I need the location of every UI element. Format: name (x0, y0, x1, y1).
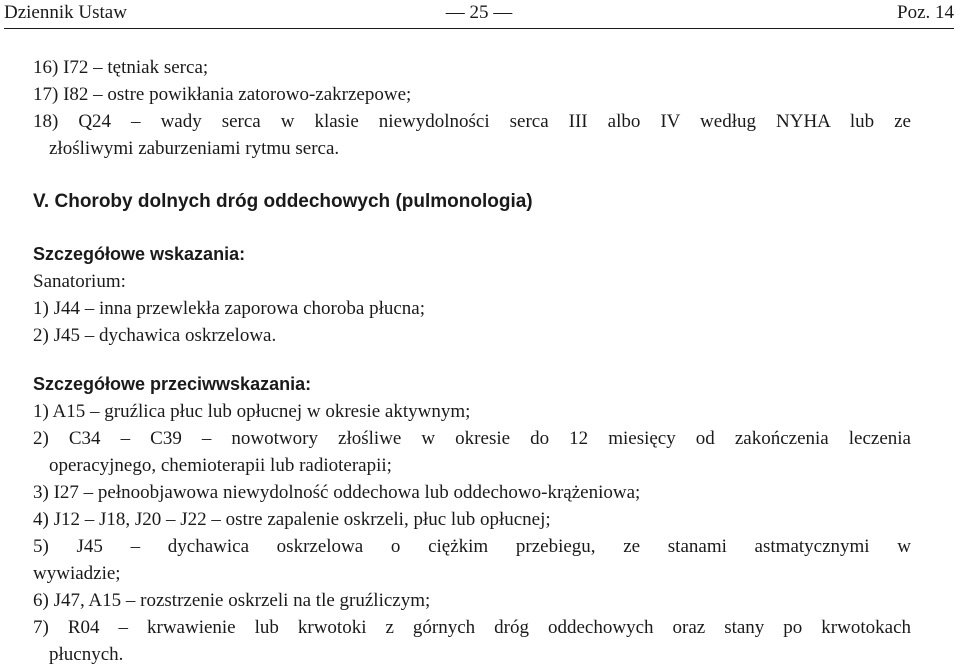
page-header (4, 0, 954, 29)
list-item: 6) J47, A15 – rozstrzenie oskrzeli na tle gruźliczym; (33, 590, 431, 611)
list-item: 3) I27 – pełnoobjawowa niewydolność oddechowa lub oddechowo-krążeniowa; (33, 482, 641, 503)
list-item-continuation: operacyjnego, chemioterapii lub radioterapii; (49, 455, 392, 476)
list-item: 1) J44 – inna przewlekła zaporowa choroba płucna; (33, 298, 425, 319)
list-item: 4) J12 – J18, J20 – J22 – ostre zapalenie oskrzeli, płuc lub opłucnej; (33, 509, 551, 530)
list-item: 16) I72 – tętniak serca; (33, 57, 209, 78)
place-label: Sanatorium: (33, 271, 126, 292)
list-item-continuation: wywiadzie; (33, 563, 121, 584)
list-item: 18) Q24 – wady serca w klasie niewydolności serca III albo IV według NYHA lub ze (33, 111, 911, 132)
indications-heading: Szczegółowe wskazania: (33, 244, 246, 264)
position-number: Poz. 14 (897, 2, 954, 23)
list-item-continuation: złośliwymi zaburzeniami rytmu serca. (49, 138, 340, 159)
page-number: — 25 — (445, 2, 513, 23)
journal-title: Dziennik Ustaw (4, 2, 127, 23)
list-item: 2) J45 – dychawica oskrzelowa. (33, 325, 277, 346)
list-item: 1) A15 – gruźlica płuc lub opłucnej w okresie aktywnym; (33, 401, 471, 422)
list-item: 7) R04 – krwawienie lub krwotoki z górnych dróg oddechowych oraz stany po krwotokach (33, 617, 911, 638)
list-item: 5) J45 – dychawica oskrzelowa o ciężkim przebiegu, ze stanami astmatycznymi w (33, 536, 911, 557)
list-item: 17) I82 – ostre powikłania zatorowo-zakrzepowe; (33, 84, 412, 105)
list-item-continuation: płucnych. (49, 644, 124, 665)
contraindications-heading: Szczegółowe przeciwwskazania: (33, 374, 312, 394)
section-title: V. Choroby dolnych dróg oddechowych (pulmonologia) (33, 191, 533, 212)
document-body (33, 54, 911, 668)
list-item: 2) C34 – C39 – nowotwory złośliwe w okresie do 12 miesięcy od zakończenia leczenia (33, 428, 911, 449)
